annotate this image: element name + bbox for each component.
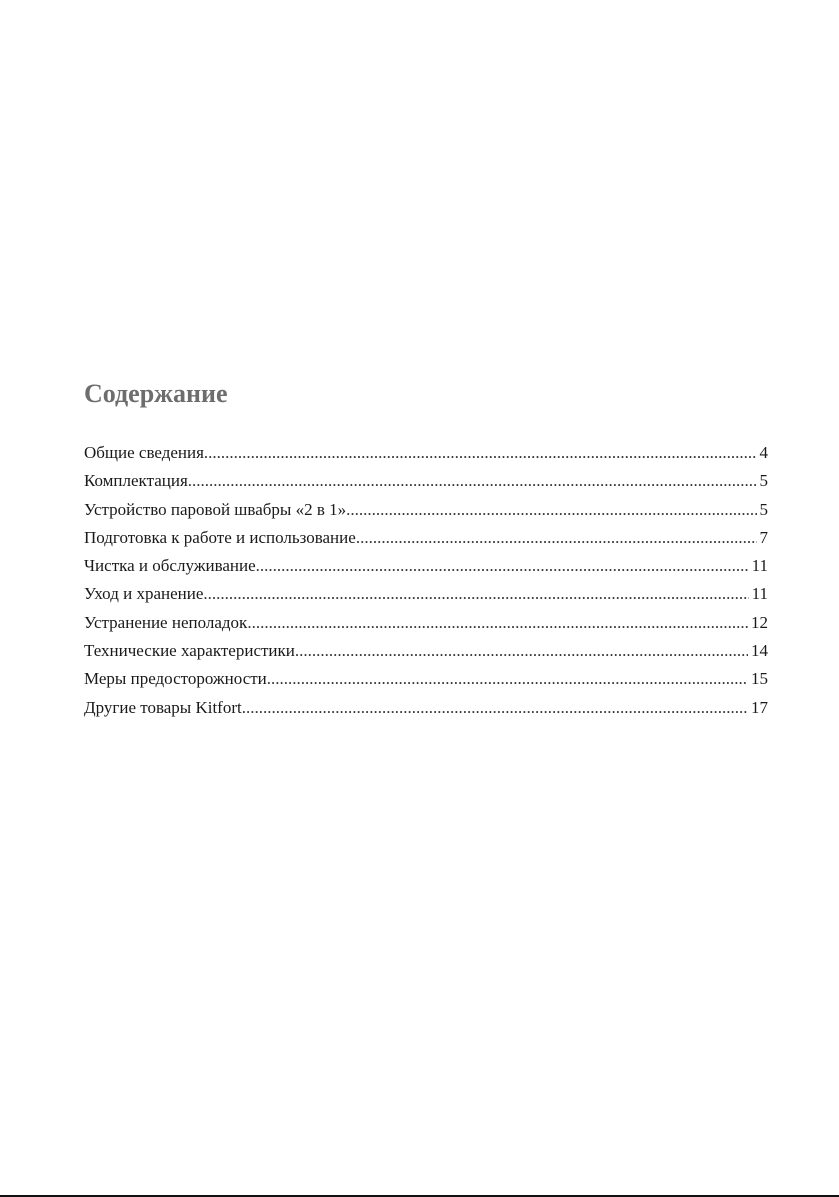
toc-entry[interactable] [84, 524, 768, 552]
table-of-contents [84, 439, 768, 722]
toc-entry-label: Комплектация [84, 471, 188, 491]
toc-dot-leader [267, 665, 748, 693]
toc-entry[interactable] [84, 609, 768, 637]
toc-entry[interactable] [84, 552, 768, 580]
toc-page-number: 17 [751, 697, 768, 717]
toc-entry[interactable] [84, 580, 768, 608]
toc-dot-leader [204, 439, 757, 467]
toc-dot-leader [247, 609, 748, 637]
toc-dot-leader [203, 580, 748, 608]
toc-page-number: 11 [751, 584, 768, 604]
toc-entry[interactable] [84, 467, 768, 495]
toc-dot-leader [356, 524, 757, 552]
toc-dot-leader [242, 694, 748, 722]
toc-page-number: 7 [759, 527, 768, 547]
toc-entry-label: Подготовка к работе и использование [84, 527, 356, 547]
toc-dot-leader [295, 637, 748, 665]
page-title: Содержание [84, 379, 228, 408]
toc-dot-leader [188, 467, 757, 495]
toc-entry[interactable] [84, 439, 768, 467]
toc-entry-label: Другие товары Kitfort [84, 697, 242, 717]
toc-page-number: 5 [759, 499, 768, 519]
toc-entry-label: Устройство паровой швабры «2 в 1» [84, 499, 347, 519]
toc-entry[interactable] [84, 637, 768, 665]
toc-entry[interactable] [84, 694, 768, 722]
toc-entry-label: Устранение неполадок [84, 612, 248, 632]
toc-dot-leader [346, 496, 756, 524]
toc-entry[interactable] [84, 496, 768, 524]
toc-page-number: 12 [751, 612, 768, 632]
toc-page-number: 15 [751, 669, 768, 689]
toc-entry-label: Общие сведения [84, 443, 204, 462]
toc-dot-leader [256, 552, 749, 580]
toc-page-number: 5 [759, 471, 768, 491]
toc-page-number: 11 [751, 556, 768, 576]
toc-entry[interactable] [84, 665, 768, 693]
toc-entry-label: Уход и хранение [84, 584, 204, 604]
toc-entry-label: Чистка и обслуживание [84, 556, 256, 576]
toc-page-number: 4 [759, 443, 768, 462]
toc-entry-label: Технические характеристики [84, 641, 295, 661]
toc-page-number: 14 [751, 641, 768, 661]
toc-entry-label: Меры предосторожности [84, 669, 267, 689]
